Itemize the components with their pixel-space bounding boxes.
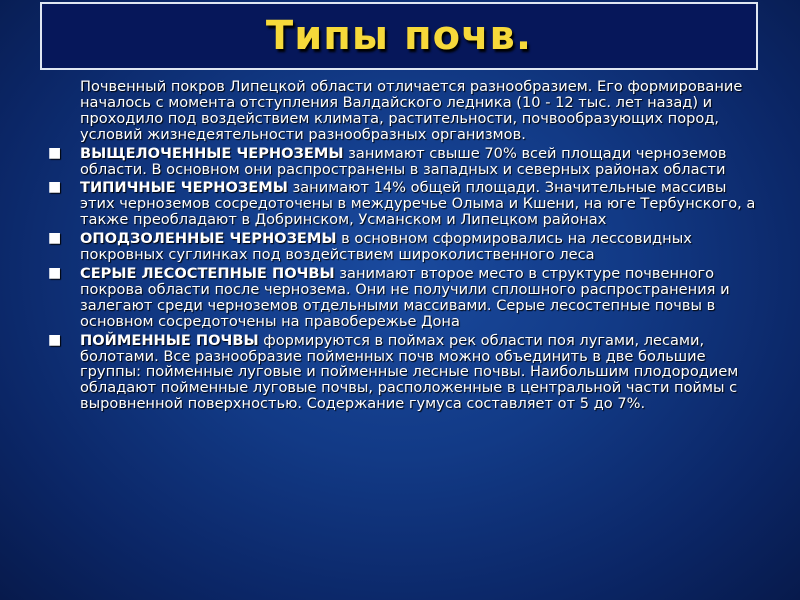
soil-term: СЕРЫЕ ЛЕСОСТЕПНЫЕ ПОЧВЫ	[80, 264, 335, 282]
list-item	[46, 333, 758, 413]
soil-description: формируются в поймах рек области поя лугами, лесами, болотами. Все разнообразие пойменных почв можно объединить в две большие группы: пойменные луговые и пойменные лесные почвы. Наибольшим плодородием обладают пойменные луговые почвы, расположенные в центральной части поймы с выровненной поверхностью. Содержание гумуса составляет от 5 до 7%.	[80, 331, 739, 413]
soil-term: ОПОДЗОЛЕННЫЕ ЧЕРНОЗЕМЫ	[80, 230, 337, 248]
list-item	[46, 146, 758, 178]
soil-term: ВЫЩЕЛОЧЕННЫЕ ЧЕРНОЗЕМЫ	[80, 144, 344, 162]
list-item	[46, 180, 758, 228]
slide-title: Типы почв.	[265, 13, 533, 59]
bullet-icon: ■	[48, 264, 62, 281]
list-item	[46, 266, 758, 330]
soil-term: ТИПИЧНЫЕ ЧЕРНОЗЕМЫ	[80, 179, 288, 197]
soil-description: в основном сформировались на лессовидных покровных суглинках под воздействием широколиственного леса	[80, 230, 692, 264]
bullet-icon: ■	[48, 144, 62, 161]
title-box	[40, 2, 758, 70]
soil-types-list	[46, 146, 758, 413]
list-item	[46, 231, 758, 263]
soil-description: занимают 14% общей площади. Значительные массивы этих черноземов сосредоточены в междуречье Олыма и Кшени, на юге Тербунского, а также преобладают в Добринском, Усманском и Липецком районах	[80, 179, 756, 229]
soil-description: занимают второе место в структуре почвенного покрова области после чернозема. Они не получили сплошного распространения и залегают среди черноземов отдельными массивами. Серые лесостепные почвы в основном сосредоточены на правобережье Дона	[80, 264, 730, 330]
soil-term: ПОЙМЕННЫЕ ПОЧВЫ	[80, 331, 259, 349]
soil-description: занимают свыше 70% всей площади черноземов области. В основном они распространены в западных и северных районах области	[80, 144, 727, 178]
bullet-icon: ■	[48, 331, 62, 348]
slide-content	[46, 79, 758, 415]
bullet-icon: ■	[48, 230, 62, 247]
intro-paragraph: Почвенный покров Липецкой области отличается разнообразием. Его формирование началось с момента отступления Валдайского ледника (10 - 12 тыс. лет назад) и проходило под воздействием климата, растительности, почвообразующих пород, условий жизнедеятельности разнообразных организмов.	[80, 78, 743, 143]
bullet-icon: ■	[48, 179, 62, 196]
